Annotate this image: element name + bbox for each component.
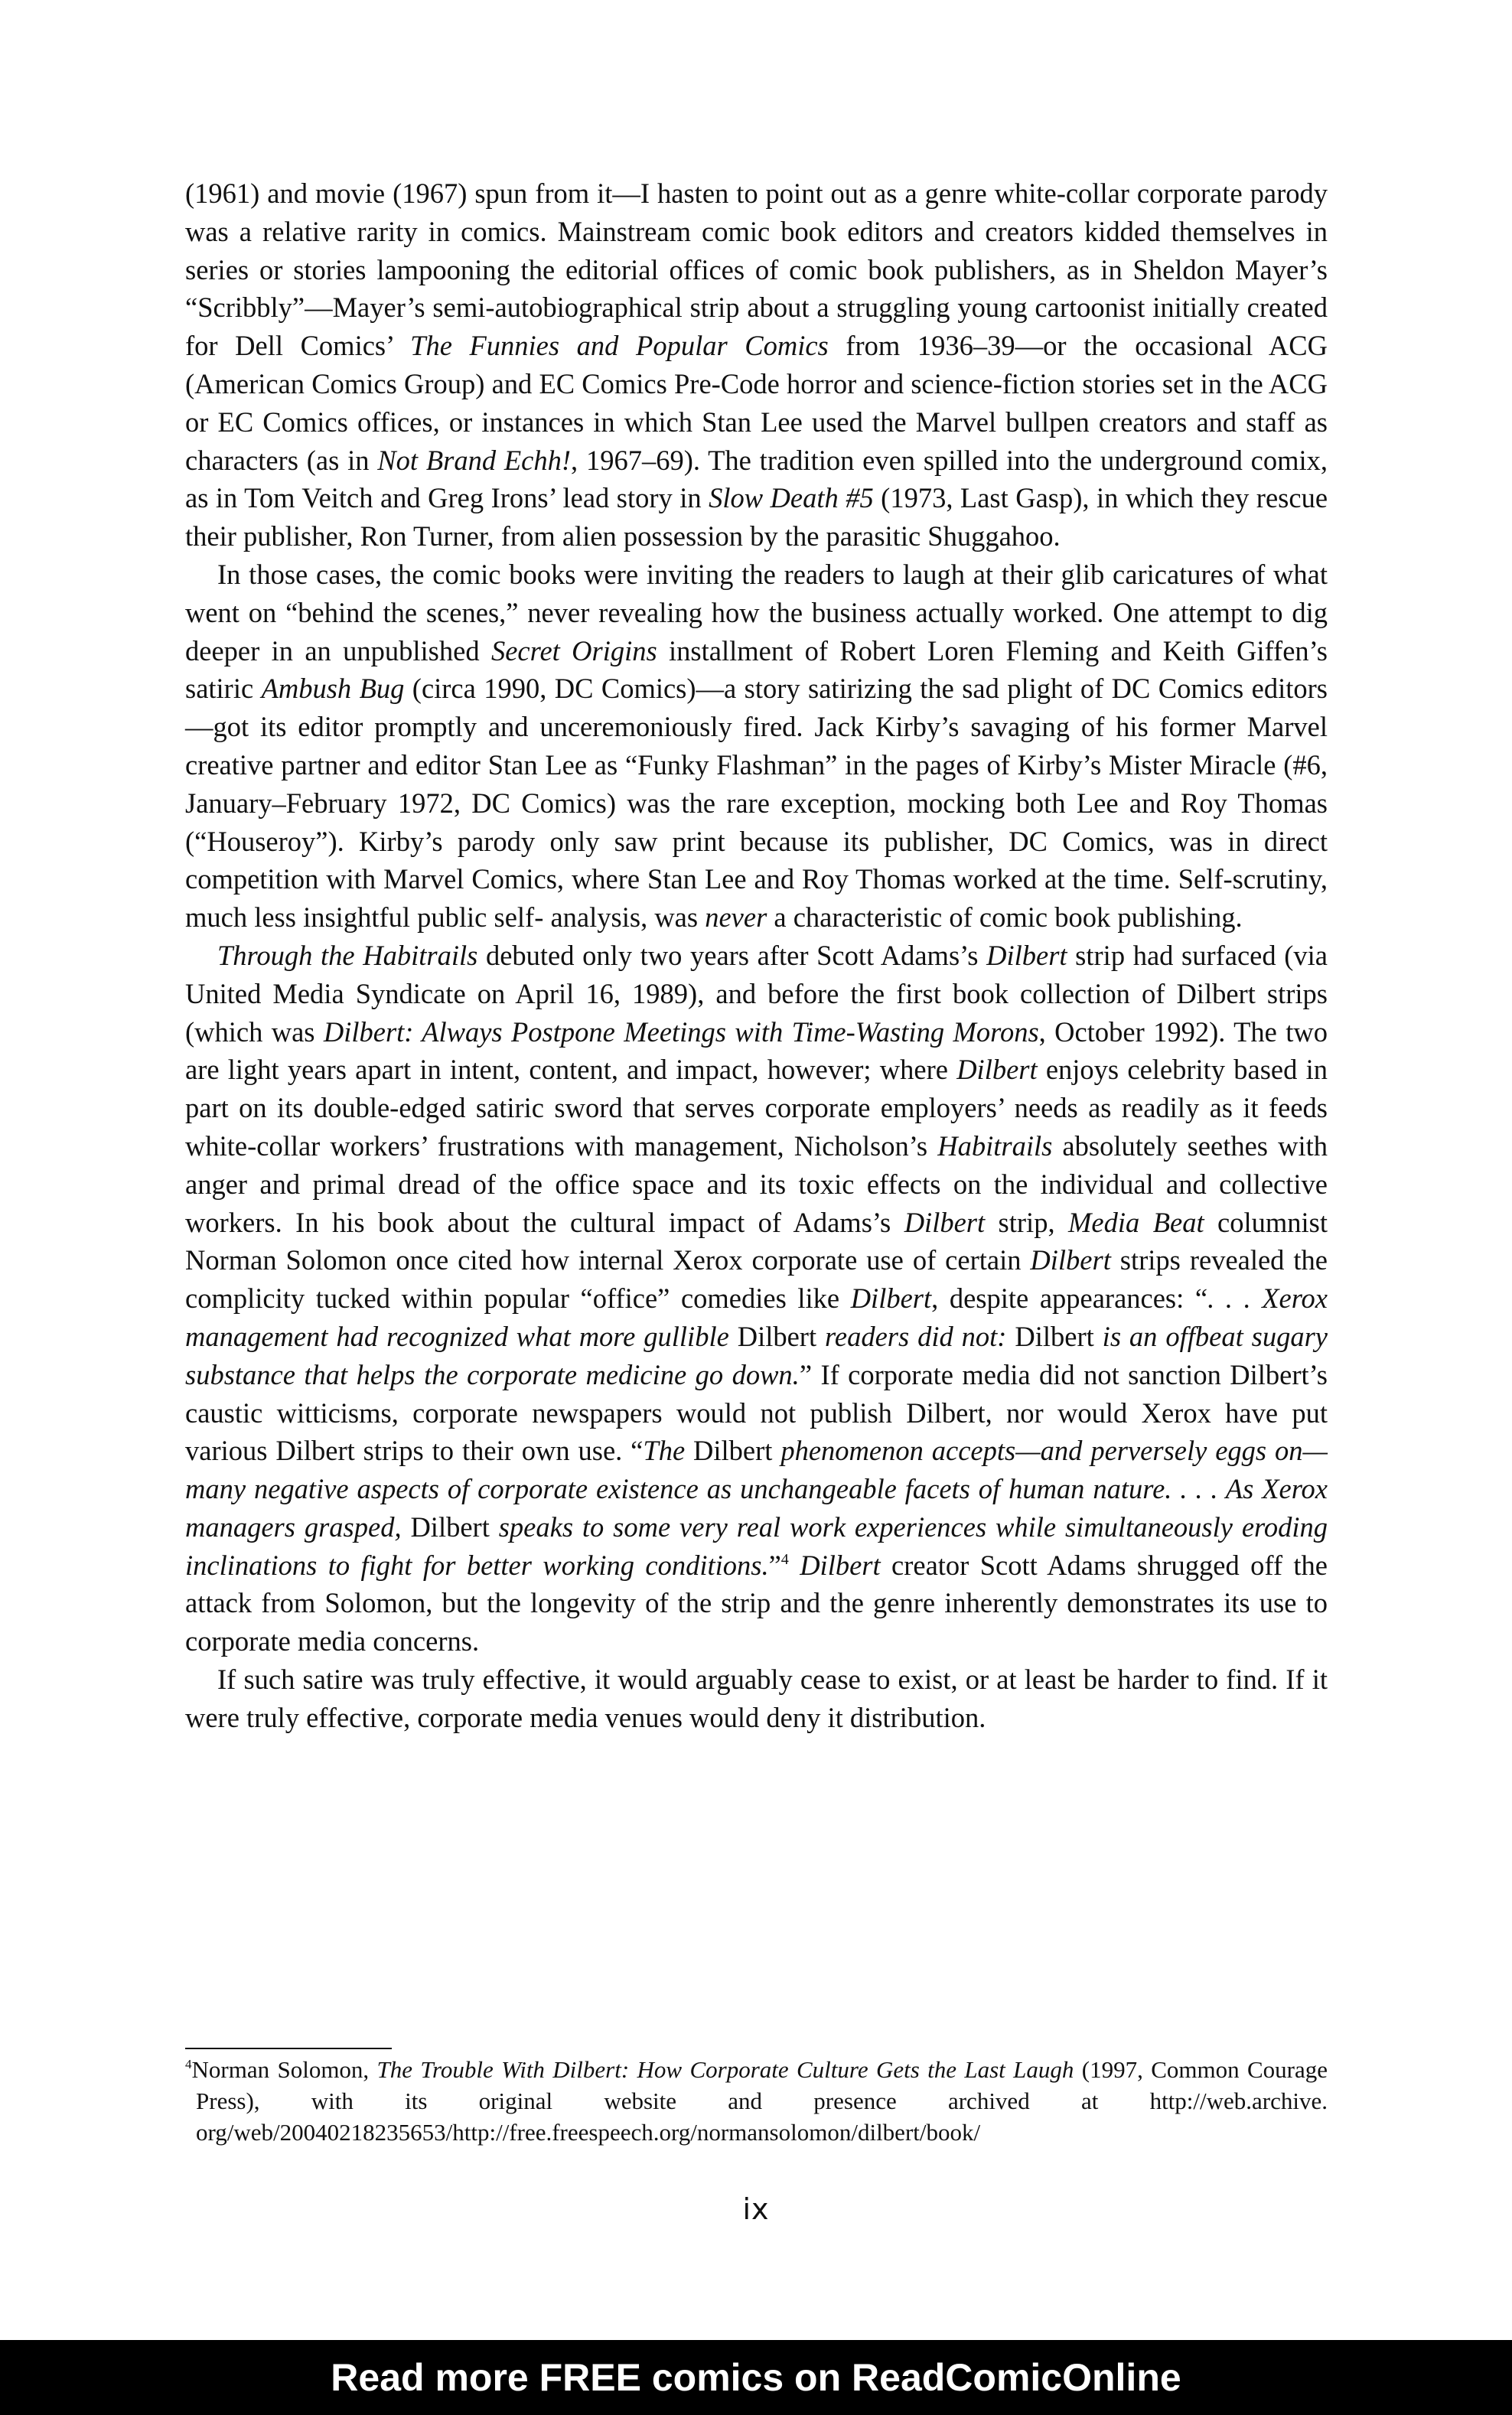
text-run: columnist Norman Solomon once cited how internal Xerox corporate use of certain <box>185 1206 1328 1276</box>
text-run: Norman Solomon, <box>191 2056 377 2083</box>
italic-text: Habitrails <box>937 1129 1053 1162</box>
body-paragraph <box>185 556 1328 937</box>
text-run: Dilbert <box>685 1435 781 1467</box>
promo-banner[interactable]: Read more FREE comics on ReadComicOnline <box>0 2340 1512 2415</box>
italic-text: The Funnies and Popular Comics <box>410 330 829 362</box>
italic-text: Slow Death #5 <box>709 482 874 514</box>
text-run: , October 1992). The two are light years apart in intent, content, and impact, however; where <box>185 1015 1328 1086</box>
italic-text: never <box>705 901 767 934</box>
body-paragraph <box>185 1661 1328 1737</box>
text-run: strip, <box>985 1206 1069 1238</box>
text-run: installment of Robert Loren Fleming and Keith Giffen’s satiric <box>185 634 1328 705</box>
italic-text: Dilbert <box>986 939 1067 971</box>
italic-text: Not Brand Echh! <box>377 444 572 476</box>
text-run: In those cases, the comic books were inviting the readers to laugh at their glib caricatures of what went on “behind the scenes,” never revealing how the business actually worked. One attempt to dig deeper in an unpublished <box>185 558 1328 666</box>
text-run: creator Scott Adams shrugged off the attack from Solomon, but the longevity of the strip and the genre inherently demonstrates its use to corporate media concerns. <box>185 1549 1328 1657</box>
text-run: (1997, Common Courage Press), with its original website and presence archived at http://web.archive.​org/web/20040218235653/http://free.freespeech.org/normansolomon/dilbert/book/ <box>196 2056 1328 2146</box>
footnote-marker: 4 <box>780 1550 789 1568</box>
text-run: (circa 1990, DC Comics)—a story satirizing the sad plight of DC Comics editors—got its editor promptly and unceremoniously fired. Jack Kirby’s savaging of his former Marvel creative partner and editor Stan Lee as “Funky Flashman” in the pages of Kirby’s Mister Miracle (#6, January–February 1972, DC Comics) was the rare exception, mocking both Lee and Roy Thomas (“Houseroy”). Kirby’s parody only saw print because its publisher, DC Comics, was in direct competition with Marvel Comics, where Stan Lee and Roy Thomas worked at the time. Self-scrutiny, much less insightful public self- analysis, was <box>185 673 1328 934</box>
italic-text: . . . Xerox management had recognized what more gullible <box>185 1282 1328 1352</box>
italic-text: is an offbeat sugary substance that helps the corporate medicine go down. <box>185 1320 1328 1390</box>
text-run: strips revealed the complicity tucked within popular “office” comedies like <box>185 1244 1328 1315</box>
text-run: ” <box>768 1549 781 1581</box>
italic-text: readers did not: <box>825 1320 1007 1352</box>
italic-text: Dilbert <box>850 1282 932 1315</box>
italic-text: The Trouble With Dilbert: How Corporate Culture Gets the Last Laugh <box>376 2056 1074 2083</box>
text-run: enjoys celebrity based in part on its double-edged satiric sword that serves corporate employers’ needs as readily as it feeds white-collar workers’ frustrations with management, Nicholson’s <box>185 1054 1328 1162</box>
body-text <box>185 174 1328 1737</box>
text-run: (1961) and movie (1967) spun from it—I hasten to point out as a genre white-collar corporate parody was a relative rarity in comics. Mainstream comic book editors and creators kidded themselves in series or stories lampooning the editorial offices of comic book publishers, as in Sheldon Mayer’s “Scribbly”—Mayer’s semi-autobiographical strip about a struggling young cartoonist initially created for Dell Comics’ <box>185 178 1328 362</box>
text-run: ” If corporate media did not sanction Dilbert’s caustic witticisms, corporate newspapers would not publish Dilbert, nor would Xerox have put various Dilbert strips to their own use. “ <box>185 1358 1328 1467</box>
italic-text: Media Beat <box>1068 1206 1204 1238</box>
text-run <box>789 1550 800 1581</box>
italic-text: The <box>643 1435 686 1467</box>
text-run: debuted only two years after Scott Adams’s <box>477 939 987 971</box>
italic-text: Dilbert: Always Postpone Meetings with Time-Wasting Morons <box>323 1015 1039 1048</box>
text-run: strip had surfaced (via United Media Syndicate on April 16, 1989), and before the first book collection of Dilbert strips (which was <box>185 939 1328 1048</box>
italic-text: Through the Habitrails <box>217 939 478 971</box>
italic-text: speaks to some very real work experiences while simultaneously eroding inclinations to fight for better working conditions. <box>185 1511 1328 1581</box>
italic-text: Dilbert <box>1030 1244 1111 1276</box>
text-run: from 1936–39—or the occasional ACG (American Comics Group) and EC Comics Pre-Code horror and science-fiction stories set in the ACG or EC Comics offices, or instances in which Stan Lee used the Marvel bullpen creators and staff as characters (as in <box>185 330 1328 476</box>
text-run: a characteristic of comic book publishing. <box>767 901 1243 934</box>
text-run: , despite appearances: “ <box>931 1282 1208 1315</box>
text-run: , 1967–69). The tradition even spilled into the underground comix, as in Tom Veitch and Greg Irons’ lead story in <box>185 444 1328 514</box>
body-paragraph <box>185 174 1328 556</box>
italic-text: Dilbert <box>800 1549 881 1581</box>
italic-text: Ambush Bug <box>261 673 405 705</box>
body-paragraph <box>185 937 1328 1661</box>
italic-text: phenomenon accepts—and perversely eggs on—many negative aspects of corporate existence as unchangeable facets of human nature. . . . As Xerox managers grasped, <box>185 1435 1328 1543</box>
italic-text: Dilbert <box>904 1206 986 1238</box>
footnote <box>185 2054 1328 2148</box>
footnote-marker: 4 <box>185 2057 192 2072</box>
page-number: ix <box>742 2192 770 2226</box>
footnote-divider <box>185 2048 392 2049</box>
text-run: Dilbert <box>1006 1320 1103 1352</box>
text-run: Dilbert <box>728 1320 826 1352</box>
text-run: Dilbert <box>401 1511 499 1543</box>
text-run: If such satire was truly effective, it would arguably cease to exist, or at least be harder to find. If it were truly effective, corporate media venues would deny it distribution. <box>185 1664 1328 1733</box>
italic-text: Secret Origins <box>490 634 657 666</box>
text-run: absolutely seethes with anger and primal dread of the office space and its toxic effects on the individual and collective workers. In his book about the cultural impact of Adams’s <box>185 1129 1328 1238</box>
italic-text: Dilbert <box>956 1054 1038 1086</box>
text-run: (1973, Last Gasp), in which they rescue their publisher, Ron Turner, from alien possession by the parasitic Shuggahoo. <box>185 482 1328 552</box>
